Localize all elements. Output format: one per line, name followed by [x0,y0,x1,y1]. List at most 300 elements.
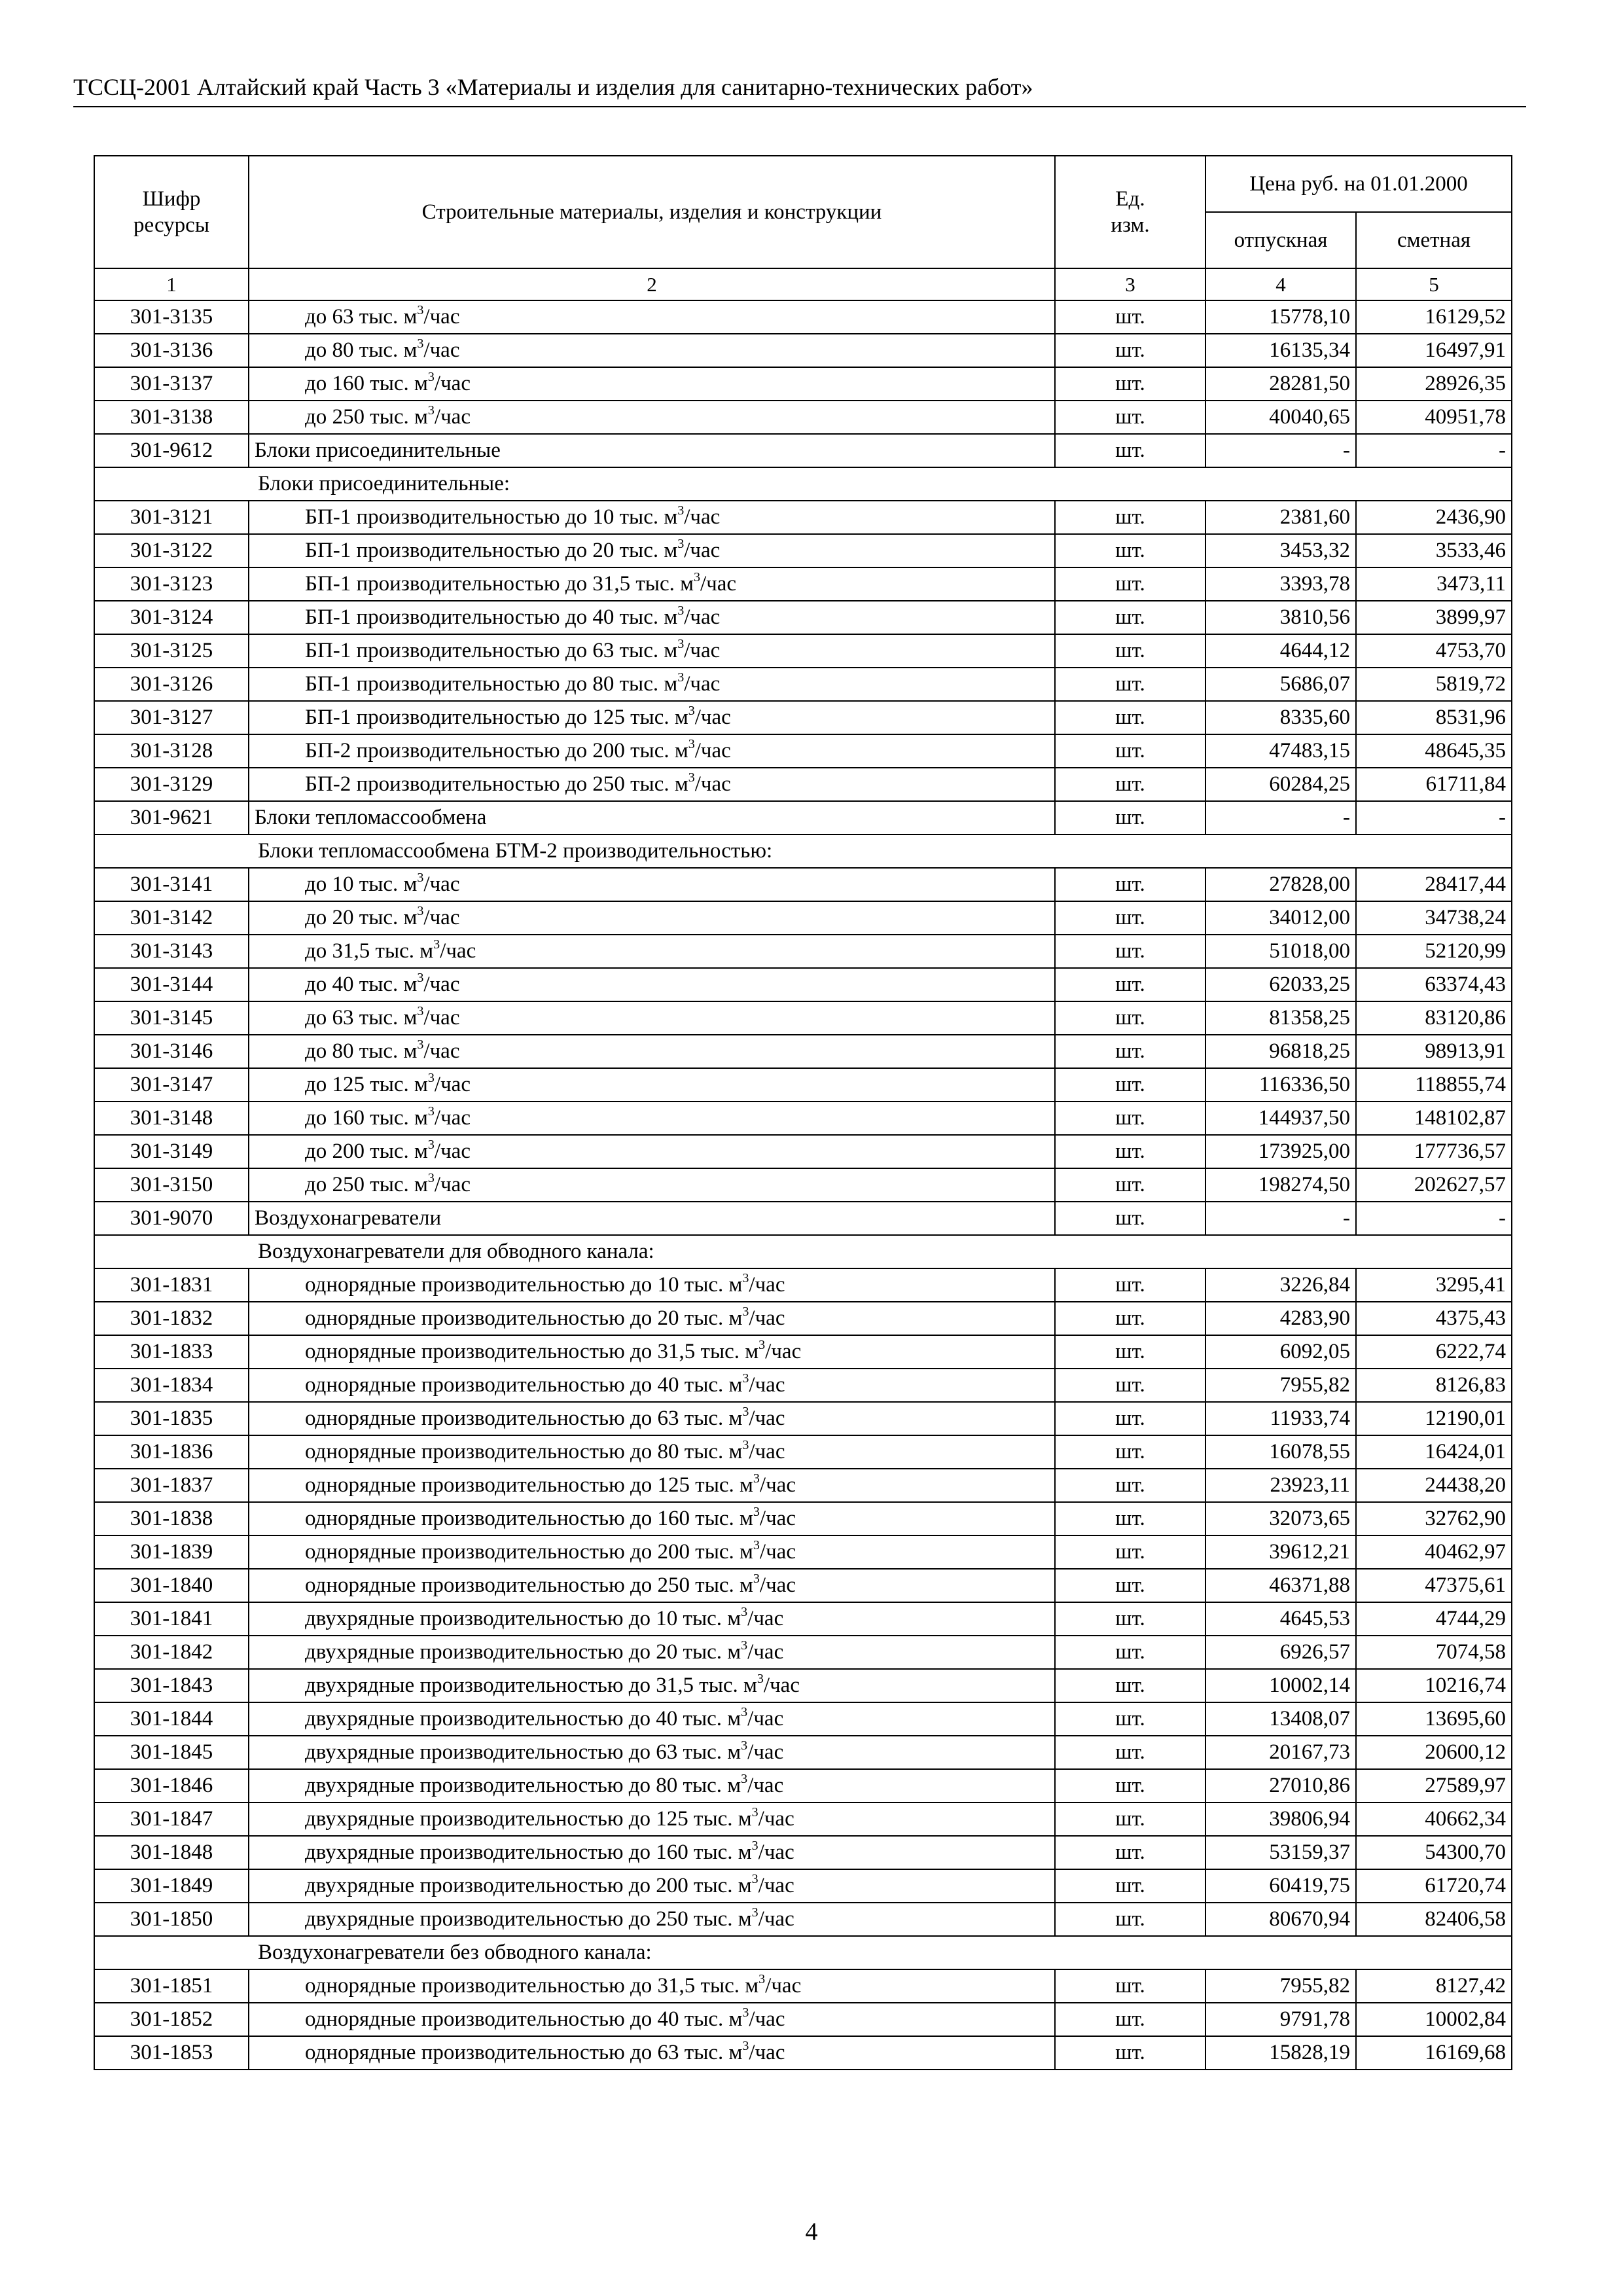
unit: шт. [1055,1202,1205,1235]
resource-code: 301-3135 [94,300,249,334]
material-name-text: Воздухонагреватели [255,1206,442,1230]
group-row [94,467,1512,501]
unit: шт. [1055,801,1205,834]
material-name-text: однорядные производительностью до 63 тыс. м [305,2041,743,2064]
estimate-price: - [1356,1202,1512,1235]
unit-suffix: /час [694,706,731,729]
resource-code: 301-1839 [94,1535,249,1569]
unit: шт. [1055,1068,1205,1102]
table-row [94,534,1512,567]
unit-exponent: 3 [427,403,435,418]
table-row [94,334,1512,367]
resource-code: 301-3129 [94,768,249,801]
release-price: 51018,00 [1205,935,1356,968]
unit-exponent: 3 [417,904,424,918]
unit-suffix: /час [434,1073,471,1096]
release-price: 15778,10 [1205,300,1356,334]
group-code-cell [94,467,249,501]
resource-code: 301-3148 [94,1102,249,1135]
estimate-price: 10002,84 [1356,2003,1512,2036]
material-name [249,734,1055,768]
release-price: 13408,07 [1205,1702,1356,1736]
resource-code: 301-1848 [94,1836,249,1869]
resource-code: 301-3150 [94,1168,249,1202]
unit: шт. [1055,1803,1205,1836]
unit: шт. [1055,367,1205,401]
col-number: 3 [1055,268,1205,300]
material-name [249,768,1055,801]
material-name-text: БП-2 производительностью до 200 тыс. м [305,739,688,762]
material-name-text: до 10 тыс. м [305,872,418,896]
material-name-text: до 125 тыс. м [305,1073,428,1096]
unit: шт. [1055,868,1205,901]
table-row [94,968,1512,1001]
page-number: 4 [805,2218,818,2246]
unit-suffix: /час [747,1640,784,1664]
material-name [249,1135,1055,1168]
unit-exponent: 3 [427,370,435,384]
unit-suffix: /час [423,1039,460,1063]
material-name-text: двухрядные производительностью до 40 тыс. м [305,1707,741,1731]
resource-code: 301-1844 [94,1702,249,1736]
estimate-price: 28926,35 [1356,367,1512,401]
unit: шт. [1055,1602,1205,1636]
table-row [94,567,1512,601]
material-name [249,801,1055,834]
release-price: 116336,50 [1205,1068,1356,1102]
estimate-price: 34738,24 [1356,901,1512,935]
unit-exponent: 3 [742,1405,749,1419]
unit-exponent: 3 [753,1471,760,1486]
unit-suffix: /час [765,1340,802,1363]
material-name [249,1369,1055,1402]
material-name [249,367,1055,401]
unit-suffix: /час [434,1173,471,1196]
unit-suffix: /час [423,1006,460,1030]
resource-code: 301-3124 [94,601,249,634]
unit-suffix: /час [759,1573,796,1597]
material-name-text: до 80 тыс. м [305,338,418,362]
release-price: 47483,15 [1205,734,1356,768]
col-header-code: Шифр ресурсы [94,156,249,268]
estimate-price: 118855,74 [1356,1068,1512,1102]
unit-exponent: 3 [677,603,685,618]
table-row [94,1836,1512,1869]
material-name [249,1268,1055,1302]
unit: шт. [1055,634,1205,668]
estimate-price: 16129,52 [1356,300,1512,334]
table-row [94,434,1512,467]
table-row [94,1803,1512,1836]
material-name-text: до 63 тыс. м [305,1006,418,1030]
unit: шт. [1055,901,1205,935]
unit: шт. [1055,1435,1205,1469]
unit-suffix: /час [434,405,471,429]
material-name [249,1102,1055,1135]
col-header-estimate: сметная [1356,212,1512,268]
material-name-text: однорядные производительностью до 250 тыс. м [305,1573,753,1597]
material-name-text: двухрядные производительностью до 250 тыс. м [305,1907,752,1931]
release-price: 11933,74 [1205,1402,1356,1435]
material-name-text: Блоки тепломассообмена [255,806,487,829]
unit-exponent: 3 [427,1104,435,1119]
material-name [249,668,1055,701]
release-price: 173925,00 [1205,1135,1356,1168]
release-price: 16135,34 [1205,334,1356,367]
unit-suffix: /час [758,1907,794,1931]
estimate-price: - [1356,801,1512,834]
material-name-text: БП-1 производительностью до 40 тыс. м [305,605,678,629]
material-name [249,300,1055,334]
unit-exponent: 3 [753,1571,760,1586]
material-name-text: однорядные производительностью до 40 тыс. м [305,2007,743,2031]
resource-code: 301-1852 [94,2003,249,2036]
material-name-text: двухрядные производительностью до 80 тыс. м [305,1774,741,1797]
col-header-unit: Ед. изм. [1055,156,1205,268]
release-price: 144937,50 [1205,1102,1356,1135]
unit-exponent: 3 [742,1271,749,1285]
unit-suffix: /час [749,1407,785,1430]
estimate-price: 24438,20 [1356,1469,1512,1502]
unit-suffix: /час [749,2007,785,2031]
unit-exponent: 3 [758,1972,766,1986]
estimate-price: 40662,34 [1356,1803,1512,1836]
material-name [249,901,1055,935]
material-name [249,567,1055,601]
material-name-text: Блоки присоединительные [255,439,501,462]
estimate-price: 8127,42 [1356,1969,1512,2003]
estimate-price: 28417,44 [1356,868,1512,901]
unit: шт. [1055,1702,1205,1736]
table-row [94,1102,1512,1135]
table-row [94,734,1512,768]
unit-exponent: 3 [417,303,424,317]
resource-code: 301-1840 [94,1569,249,1602]
unit-exponent: 3 [742,2005,749,2020]
resource-code: 301-1837 [94,1469,249,1502]
unit-suffix: /час [684,672,721,696]
unit: шт. [1055,1335,1205,1369]
release-price: 8335,60 [1205,701,1356,734]
unit: шт. [1055,534,1205,567]
resource-code: 301-1831 [94,1268,249,1302]
estimate-price: 40951,78 [1356,401,1512,434]
release-price: 198274,50 [1205,1168,1356,1202]
resource-code: 301-9070 [94,1202,249,1235]
resource-code: 301-9612 [94,434,249,467]
estimate-price: 61720,74 [1356,1869,1512,1903]
estimate-price: - [1356,434,1512,467]
estimate-price: 16169,68 [1356,2036,1512,2070]
unit: шт. [1055,501,1205,534]
unit-suffix: /час [758,1840,794,1864]
table-row [94,1903,1512,1936]
material-name-text: однорядные производительностью до 160 тыс. м [305,1507,753,1530]
material-name-text: до 80 тыс. м [305,1039,418,1063]
material-name [249,334,1055,367]
unit-suffix: /час [694,739,731,762]
table-row [94,1869,1512,1903]
table-row [94,1736,1512,1769]
estimate-price: 6222,74 [1356,1335,1512,1369]
unit: шт. [1055,2036,1205,2070]
material-name [249,534,1055,567]
material-name [249,1068,1055,1102]
estimate-price: 16497,91 [1356,334,1512,367]
release-price: 15828,19 [1205,2036,1356,2070]
release-price: 96818,25 [1205,1035,1356,1068]
release-price: 23923,11 [1205,1469,1356,1502]
unit: шт. [1055,1569,1205,1602]
unit: шт. [1055,1469,1205,1502]
table-row [94,634,1512,668]
material-name [249,1001,1055,1035]
table-row [94,1702,1512,1736]
col-header-name: Строительные материалы, изделия и конструкции [249,156,1055,268]
release-price: 10002,14 [1205,1669,1356,1702]
resource-code: 301-1843 [94,1669,249,1702]
resource-code: 301-1851 [94,1969,249,2003]
col-number: 2 [249,268,1055,300]
material-name-text: БП-1 производительностью до 20 тыс. м [305,539,678,562]
table-row [94,401,1512,434]
unit-exponent: 3 [741,1772,748,1786]
unit: шт. [1055,1402,1205,1435]
unit: шт. [1055,1869,1205,1903]
unit-exponent: 3 [677,670,685,685]
material-name-text: БП-1 производительностью до 125 тыс. м [305,706,688,729]
material-name-text: однорядные производительностью до 80 тыс. м [305,1440,743,1463]
resource-code: 301-1838 [94,1502,249,1535]
estimate-price: 3295,41 [1356,1268,1512,1302]
material-name-text: до 20 тыс. м [305,906,418,929]
unit: шт. [1055,334,1205,367]
release-price: 40040,65 [1205,401,1356,434]
unit: шт. [1055,2003,1205,2036]
unit-suffix: /час [423,872,460,896]
material-name [249,1736,1055,1769]
release-price: 4283,90 [1205,1302,1356,1335]
group-row [94,834,1512,868]
unit-suffix: /час [440,939,476,963]
group-code-cell [94,1235,249,1268]
material-name-text: БП-1 производительностью до 31,5 тыс. м [305,572,694,596]
material-name-text: до 250 тыс. м [305,1173,428,1196]
estimate-price: 4753,70 [1356,634,1512,668]
unit-suffix: /час [700,572,737,596]
estimate-price: 82406,58 [1356,1903,1512,1936]
material-name [249,968,1055,1001]
resource-code: 301-3127 [94,701,249,734]
unit: шт. [1055,668,1205,701]
col-number: 1 [94,268,249,300]
material-name-text: однорядные производительностью до 31,5 тыс. м [305,1340,759,1363]
unit: шт. [1055,968,1205,1001]
release-price: 16078,55 [1205,1435,1356,1469]
unit: шт. [1055,300,1205,334]
table-row [94,1035,1512,1068]
table-row [94,1469,1512,1502]
unit-suffix: /час [747,1707,784,1731]
unit-suffix: /час [747,1774,784,1797]
table-row [94,1068,1512,1102]
col-header-release: отпускная [1205,212,1356,268]
table-row [94,801,1512,834]
material-name-text: до 250 тыс. м [305,405,428,429]
unit-suffix: /час [758,1807,794,1831]
material-name [249,1702,1055,1736]
unit-suffix: /час [765,1974,802,1998]
resource-code: 301-3138 [94,401,249,434]
material-name [249,1569,1055,1602]
document-header: ТССЦ-2001 Алтайский край Часть 3 «Материалы и изделия для санитарно-технических работ» [73,73,1526,107]
table-row [94,1202,1512,1235]
estimate-price: 61711,84 [1356,768,1512,801]
estimate-price: 7074,58 [1356,1636,1512,1669]
resource-code: 301-3137 [94,367,249,401]
release-price: 62033,25 [1205,968,1356,1001]
col-header-price: Цена руб. на 01.01.2000 [1205,156,1512,212]
unit-exponent: 3 [751,1872,758,1886]
unit-exponent: 3 [741,1738,748,1753]
unit-exponent: 3 [758,1338,766,1352]
table-row [94,367,1512,401]
material-name [249,1769,1055,1803]
release-price: - [1205,801,1356,834]
material-name-text: двухрядные производительностью до 31,5 тыс. м [305,1674,757,1697]
unit-exponent: 3 [417,971,424,985]
estimate-price: 48645,35 [1356,734,1512,768]
resource-code: 301-1836 [94,1435,249,1469]
material-name [249,1636,1055,1669]
table-row [94,1569,1512,1602]
unit: шт. [1055,1769,1205,1803]
release-price: 27010,86 [1205,1769,1356,1803]
release-price: 27828,00 [1205,868,1356,901]
table-row [94,901,1512,935]
estimate-price: 8531,96 [1356,701,1512,734]
estimate-price: 52120,99 [1356,935,1512,968]
material-name [249,634,1055,668]
estimate-price: 5819,72 [1356,668,1512,701]
release-price: 3453,32 [1205,534,1356,567]
unit-exponent: 3 [751,1805,758,1820]
material-name-text: двухрядные производительностью до 20 тыс. м [305,1640,741,1664]
material-name [249,1869,1055,1903]
release-price: 5686,07 [1205,668,1356,701]
resource-code: 301-3122 [94,534,249,567]
unit: шт. [1055,768,1205,801]
material-name-text: БП-1 производительностью до 63 тыс. м [305,639,678,662]
table-body [94,300,1512,2070]
unit-suffix: /час [749,1306,785,1330]
estimate-price: 27589,97 [1356,1769,1512,1803]
unit-exponent: 3 [741,1705,748,1719]
unit-suffix: /час [749,1440,785,1463]
unit-exponent: 3 [741,1638,748,1653]
material-name [249,1168,1055,1202]
release-price: 2381,60 [1205,501,1356,534]
unit-suffix: /час [749,1373,785,1397]
release-price: 3810,56 [1205,601,1356,634]
release-price: 81358,25 [1205,1001,1356,1035]
release-price: 6092,05 [1205,1335,1356,1369]
estimate-price: 10216,74 [1356,1669,1512,1702]
estimate-price: 202627,57 [1356,1168,1512,1202]
unit-exponent: 3 [751,1839,758,1853]
material-name-text: однорядные производительностью до 125 тыс. м [305,1473,753,1497]
material-name-text: БП-2 производительностью до 250 тыс. м [305,772,688,796]
resource-code: 301-3121 [94,501,249,534]
material-name [249,1903,1055,1936]
table-row [94,935,1512,968]
estimate-price: 4375,43 [1356,1302,1512,1335]
table-row [94,300,1512,334]
estimate-price: 3533,46 [1356,534,1512,567]
resource-code: 301-3125 [94,634,249,668]
estimate-price: 20600,12 [1356,1736,1512,1769]
unit: шт. [1055,601,1205,634]
table-row [94,1001,1512,1035]
material-name-text: двухрядные производительностью до 63 тыс. м [305,1740,741,1764]
estimate-price: 54300,70 [1356,1836,1512,1869]
resource-code: 301-1846 [94,1769,249,1803]
resource-code: 301-3143 [94,935,249,968]
release-price: 4645,53 [1205,1602,1356,1636]
unit-suffix: /час [747,1740,784,1764]
table-row [94,1302,1512,1335]
unit-suffix: /час [749,1273,785,1297]
unit-exponent: 3 [427,1071,435,1085]
table-row [94,1335,1512,1369]
estimate-price: 63374,43 [1356,968,1512,1001]
release-price: 9791,78 [1205,2003,1356,2036]
resource-code: 301-1833 [94,1335,249,1369]
estimate-price: 12190,01 [1356,1402,1512,1435]
material-name [249,1202,1055,1235]
material-name [249,1803,1055,1836]
unit-exponent: 3 [417,336,424,351]
resource-code: 301-1842 [94,1636,249,1669]
table-row [94,1435,1512,1469]
estimate-price: 32762,90 [1356,1502,1512,1535]
release-price: 80670,94 [1205,1903,1356,1936]
material-name [249,935,1055,968]
unit-exponent: 3 [433,937,440,952]
release-price: - [1205,434,1356,467]
estimate-price: 148102,87 [1356,1102,1512,1135]
unit-exponent: 3 [677,503,685,518]
resource-code: 301-3142 [94,901,249,935]
resource-code: 301-3147 [94,1068,249,1102]
unit: шт. [1055,734,1205,768]
material-name-text: до 31,5 тыс. м [305,939,434,963]
group-code-cell [94,1936,249,1969]
estimate-price: 8126,83 [1356,1369,1512,1402]
unit: шт. [1055,1102,1205,1135]
release-price: 28281,50 [1205,367,1356,401]
table-row [94,601,1512,634]
price-table [94,155,1512,2070]
unit: шт. [1055,1969,1205,2003]
material-name [249,868,1055,901]
unit-suffix: /час [423,338,460,362]
material-name-text: до 40 тыс. м [305,973,418,996]
material-name [249,2003,1055,2036]
material-name-text: до 160 тыс. м [305,372,428,395]
release-price: 20167,73 [1205,1736,1356,1769]
table-row [94,1769,1512,1803]
